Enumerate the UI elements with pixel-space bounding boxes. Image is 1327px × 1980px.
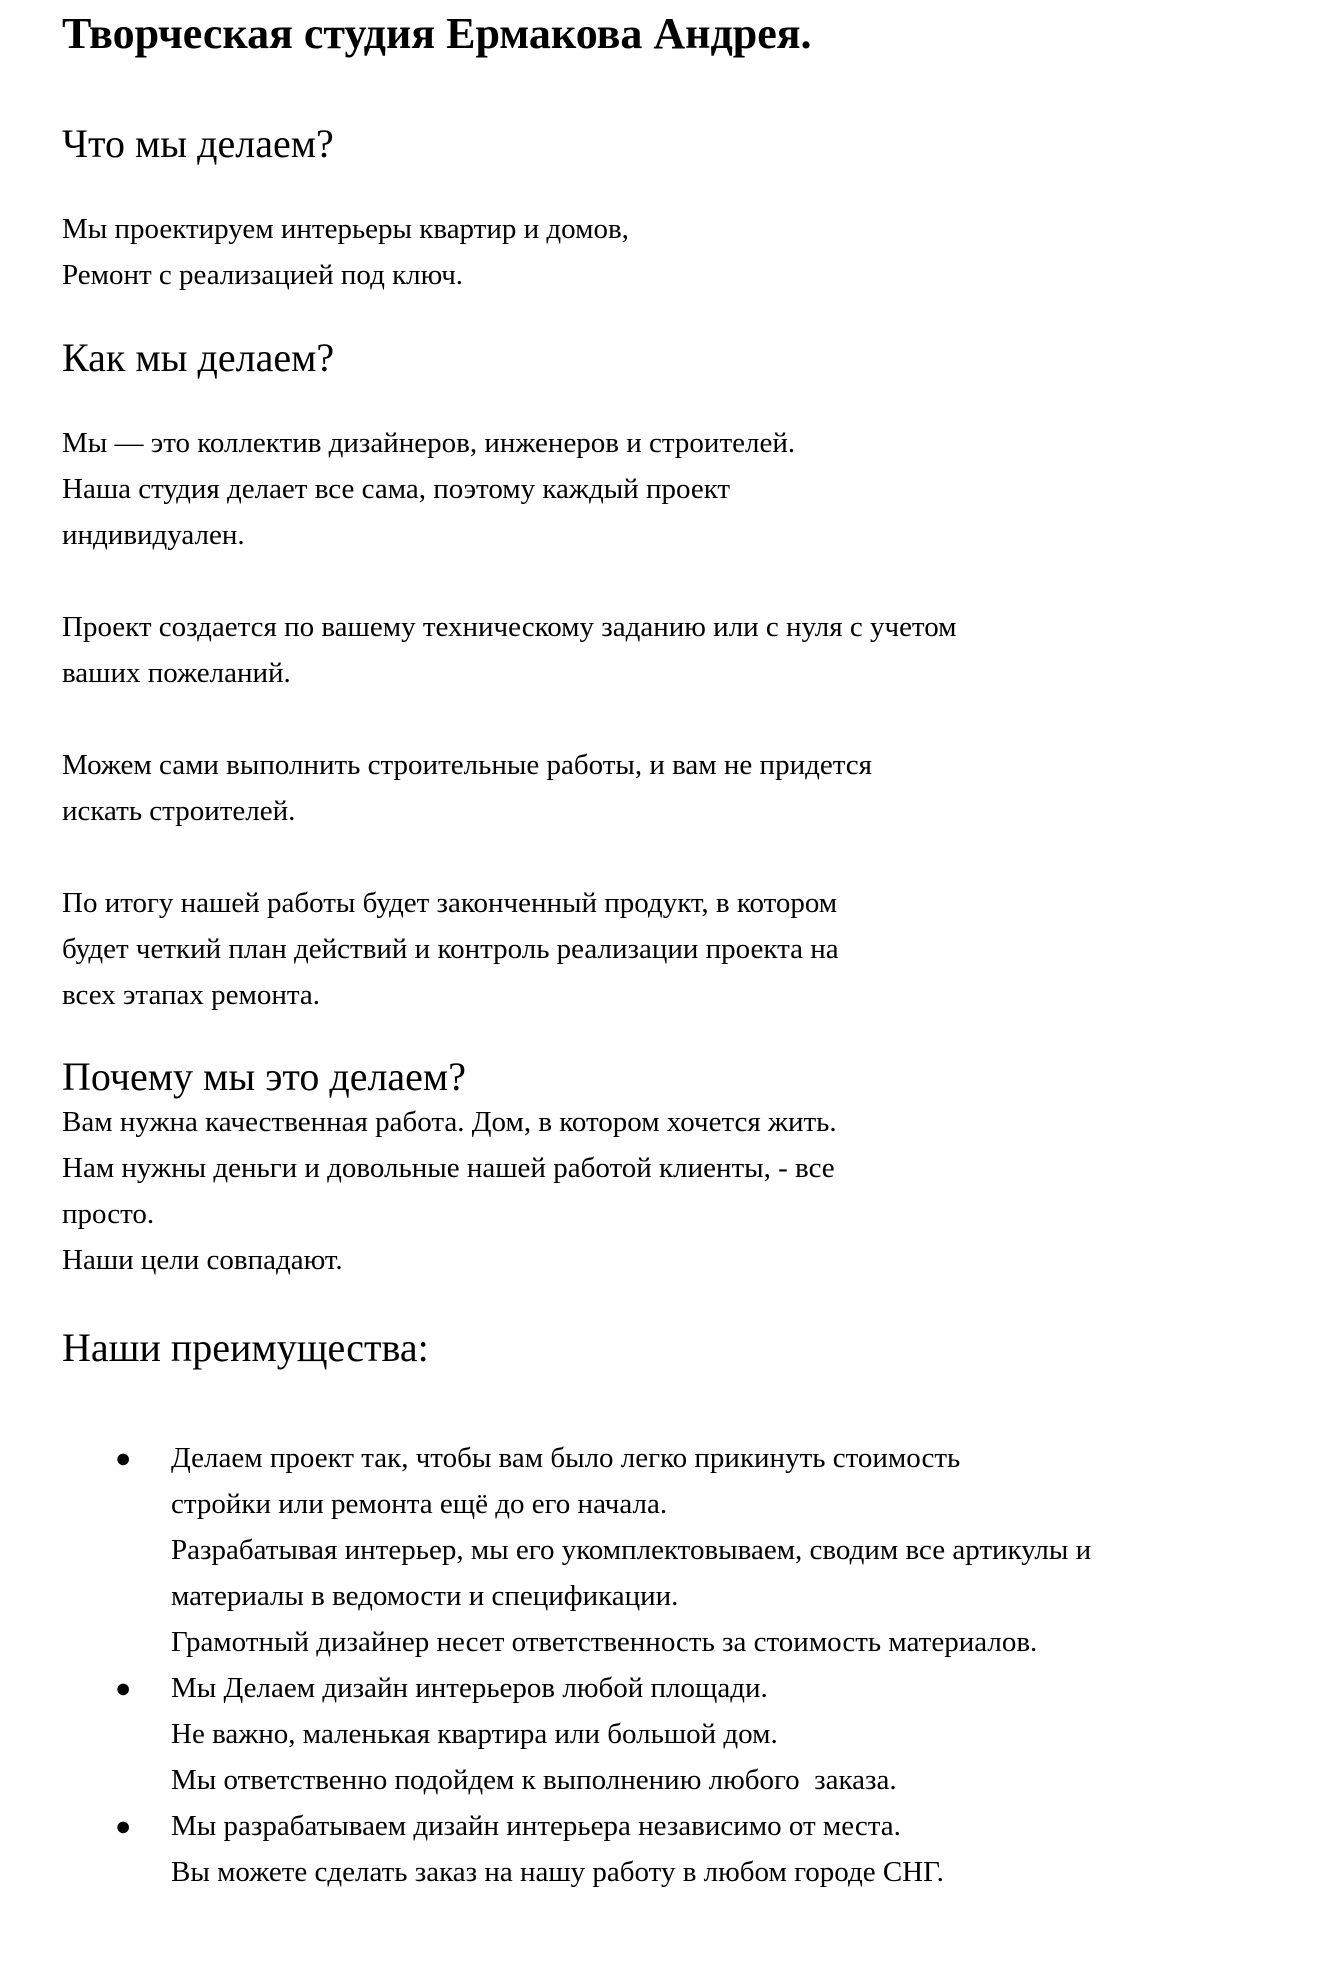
text-line: Разрабатывая интерьер, мы его укомплектовываем, сводим все артикулы и <box>171 1534 1092 1566</box>
section-text-why <box>62 1099 1292 1283</box>
text-line: просто. <box>62 1198 155 1230</box>
page-title: Творческая студия Ермакова Андрея. <box>62 9 812 58</box>
text-line: материалы в ведомости и спецификации. <box>171 1580 679 1612</box>
text-line: Не важно, маленькая квартира или большой дом. <box>171 1718 778 1750</box>
section-heading-what: Что мы делаем? <box>62 121 334 166</box>
text-line: Мы Делаем дизайн интерьеров любой площади. <box>171 1672 768 1704</box>
list-item <box>62 1435 1292 1665</box>
text-line: Мы проектируем интерьеры квартир и домов, <box>62 213 629 245</box>
section-text-how-4 <box>62 880 1292 1018</box>
text-line: Мы — это коллектив дизайнеров, инженеров и строителей. <box>62 427 796 459</box>
section-text-how-3 <box>62 742 1292 834</box>
text-line: Вам нужна качественная работа. Дом, в котором хочется жить. <box>62 1106 837 1138</box>
text-line: Наши цели совпадают. <box>62 1244 343 1276</box>
advantages-list <box>62 1435 1292 1895</box>
text-line: ваших пожеланий. <box>62 657 291 689</box>
text-line: стройки или ремонта ещё до его начала. <box>171 1488 668 1520</box>
section-text-what <box>62 206 1292 298</box>
section-heading-advantages: Наши преимущества: <box>62 1325 429 1370</box>
text-line: Наша студия делает все сама, поэтому каждый проект <box>62 473 731 505</box>
section-heading-how: Как мы делаем? <box>62 335 335 380</box>
text-line: Вы можете сделать заказ на нашу работу в любом городе СНГ. <box>171 1856 944 1888</box>
text-line: Проект создается по вашему техническому заданию или с нуля с учетом <box>62 611 957 643</box>
bullet-icon: ● <box>115 1443 132 1473</box>
bullet-icon: ● <box>115 1673 132 1703</box>
document-page <box>62 0 1292 1895</box>
list-item <box>62 1803 1292 1895</box>
text-line: будет четкий план действий и контроль реализации проекта на <box>62 933 839 965</box>
text-line: Ремонт с реализацией под ключ. <box>62 259 464 291</box>
text-line: Делаем проект так, чтобы вам было легко прикинуть стоимость <box>171 1442 961 1474</box>
section-text-how-2 <box>62 604 1292 696</box>
text-line: Мы ответственно подойдем к выполнению любого заказа. <box>171 1764 897 1796</box>
text-line: искать строителей. <box>62 795 296 827</box>
text-line: индивидуален. <box>62 519 245 551</box>
text-line: По итогу нашей работы будет законченный продукт, в котором <box>62 887 838 919</box>
list-item <box>62 1665 1292 1803</box>
text-line: Мы разрабатываем дизайн интерьера независимо от места. <box>171 1810 901 1842</box>
text-line: Можем сами выполнить строительные работы, и вам не придется <box>62 749 872 781</box>
section-text-how-1 <box>62 420 1292 558</box>
text-line: Нам нужны деньги и довольные нашей работой клиенты, - все <box>62 1152 835 1184</box>
text-line: Грамотный дизайнер несет ответственность за стоимость материалов. <box>171 1626 1038 1658</box>
bullet-icon: ● <box>115 1811 132 1841</box>
text-line: всех этапах ремонта. <box>62 979 320 1011</box>
section-heading-why: Почему мы это делаем? <box>62 1054 466 1099</box>
